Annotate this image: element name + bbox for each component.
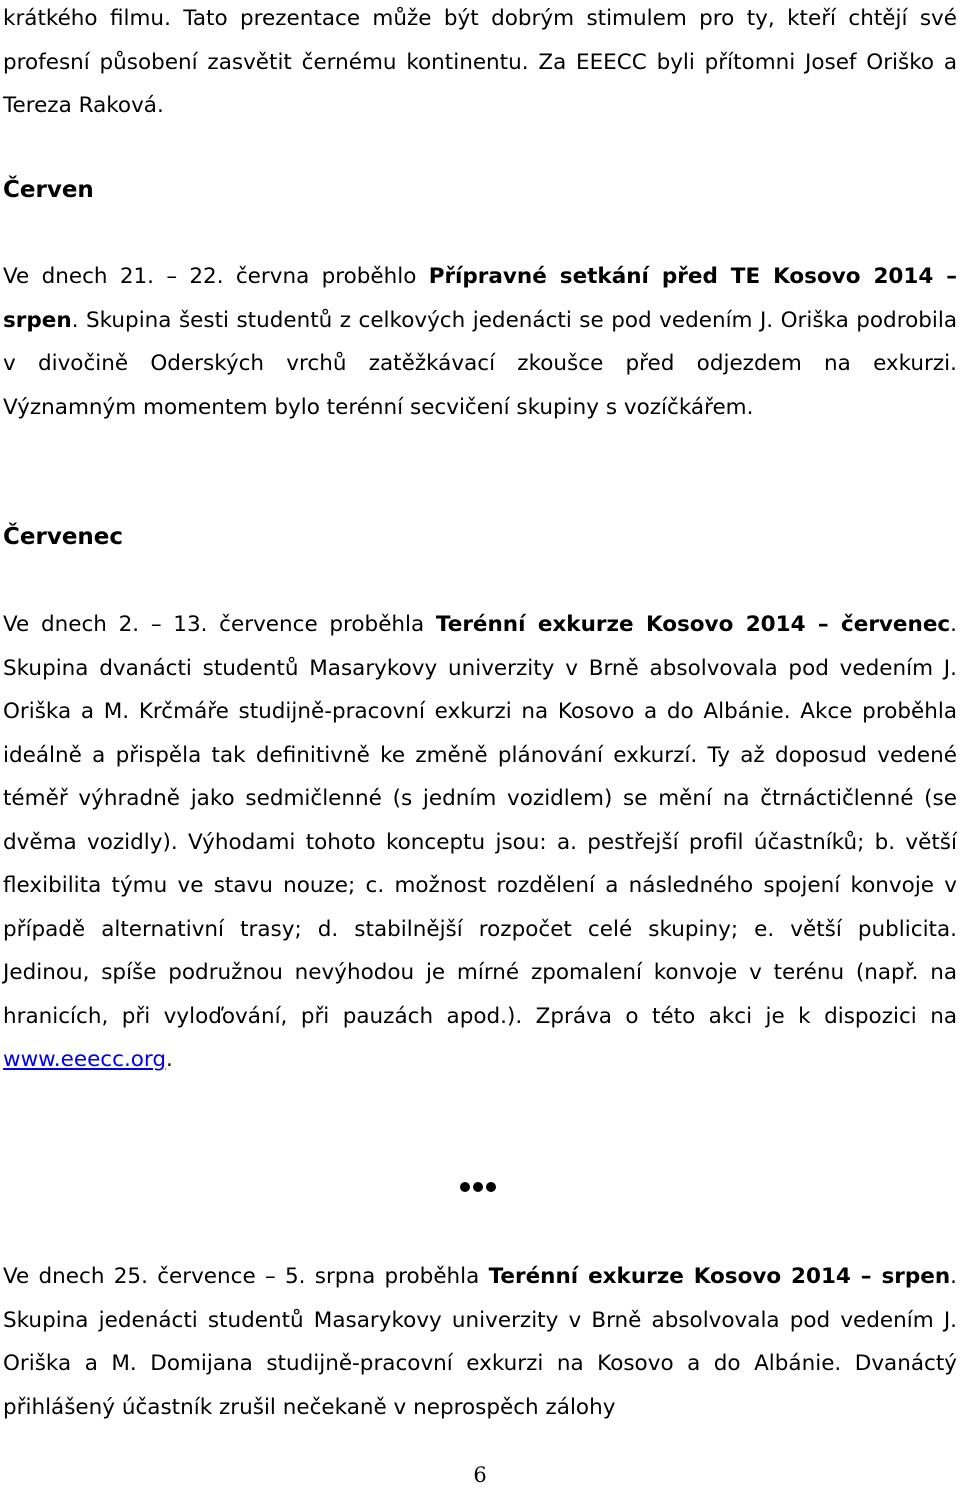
separator-dots [460,1182,496,1192]
paragraph-intro-end [3,0,957,128]
paragraph-cerven [3,255,957,429]
paragraph-text: Ve dnech 2. – 13. července proběhla [3,612,436,637]
event-title: Přípravné setkání před TE Kosovo 2014 – srpen [3,264,957,333]
dot-icon [486,1182,496,1192]
dot-icon [473,1182,483,1192]
paragraph-cervenec [3,603,957,1082]
event-title: Terénní exkurze Kosovo 2014 – červenec [435,612,951,637]
paragraph-srpen [3,1255,957,1429]
paragraph-text: Ve dnech 25. července – 5. srpna proběhla [3,1264,489,1289]
dot-icon [460,1182,470,1192]
paragraph-text: krátkého filmu. Tato prezentace může být dobrým stimulem pro ty, kteří chtějí své profesní působení zasvětit černému kontinentu. Za EEECC byli přítomni Josef Oriško a Tereza Raková. [3,6,957,118]
paragraph-text: Ve dnech 21. – 22. června proběhlo [3,264,429,289]
section-heading-cerven: Červen [3,177,94,203]
event-title: Terénní exkurze Kosovo 2014 – srpen [488,1264,951,1289]
eeecc-link[interactable]: www.eeecc.org [3,1047,167,1072]
paragraph-text: . Skupina dvanácti studentů Masarykovy univerzity v Brně absolvovala pod vedením J. Oriška a M. Krčmáře studijně-pracovní exkurzi na Kosovo a do Albánie. Akce proběhla ideálně a přispěla tak definitivně ke změně plánování exkurzí. Ty až doposud vedené téměř výhradně jako sedmičlenné (s jedním vozidlem) se mění na čtrnáctičlenné (se dvěma vozidly). Výhodami tohoto konceptu jsou: a. pestřejší profil účastníků; b. větší flexibilita týmu ve stavu nouze; c. možnost rozdělení a následného spojení konvoje v případě alternativní trasy; d. stabilnější rozpočet celé skupiny; e. větší publicita. Jedinou, spíše podružnou nevýhodou je mírné zpomalení konvoje v terénu (např. na hranicích, při vyloďování, při pauzách apod.). Zpráva o této akci je k dispozici na [3,612,957,1029]
paragraph-text: . Skupina šesti studentů z celkových jedenácti se pod vedením J. Oriška podrobila v divočině Oderských vrchů zatěžkávací zkoušce před odjezdem na exkurzi. Významným momentem bylo terénní secvičení skupiny s vozíčkářem. [3,307,957,420]
section-heading-cervenec: Červenec [3,524,124,550]
paragraph-text: . [166,1047,173,1072]
paragraph-text: . Skupina jedenácti studentů Masarykovy univerzity v Brně absolvovala pod vedením J. Oriška a M. Domijana studijně-pracovní exkurzi na Kosovo a do Albánie. Dvanáctý přihlášený účastník zrušil nečekaně v neprospěch zálohy [3,1264,957,1420]
page-number: 6 [473,1463,487,1487]
